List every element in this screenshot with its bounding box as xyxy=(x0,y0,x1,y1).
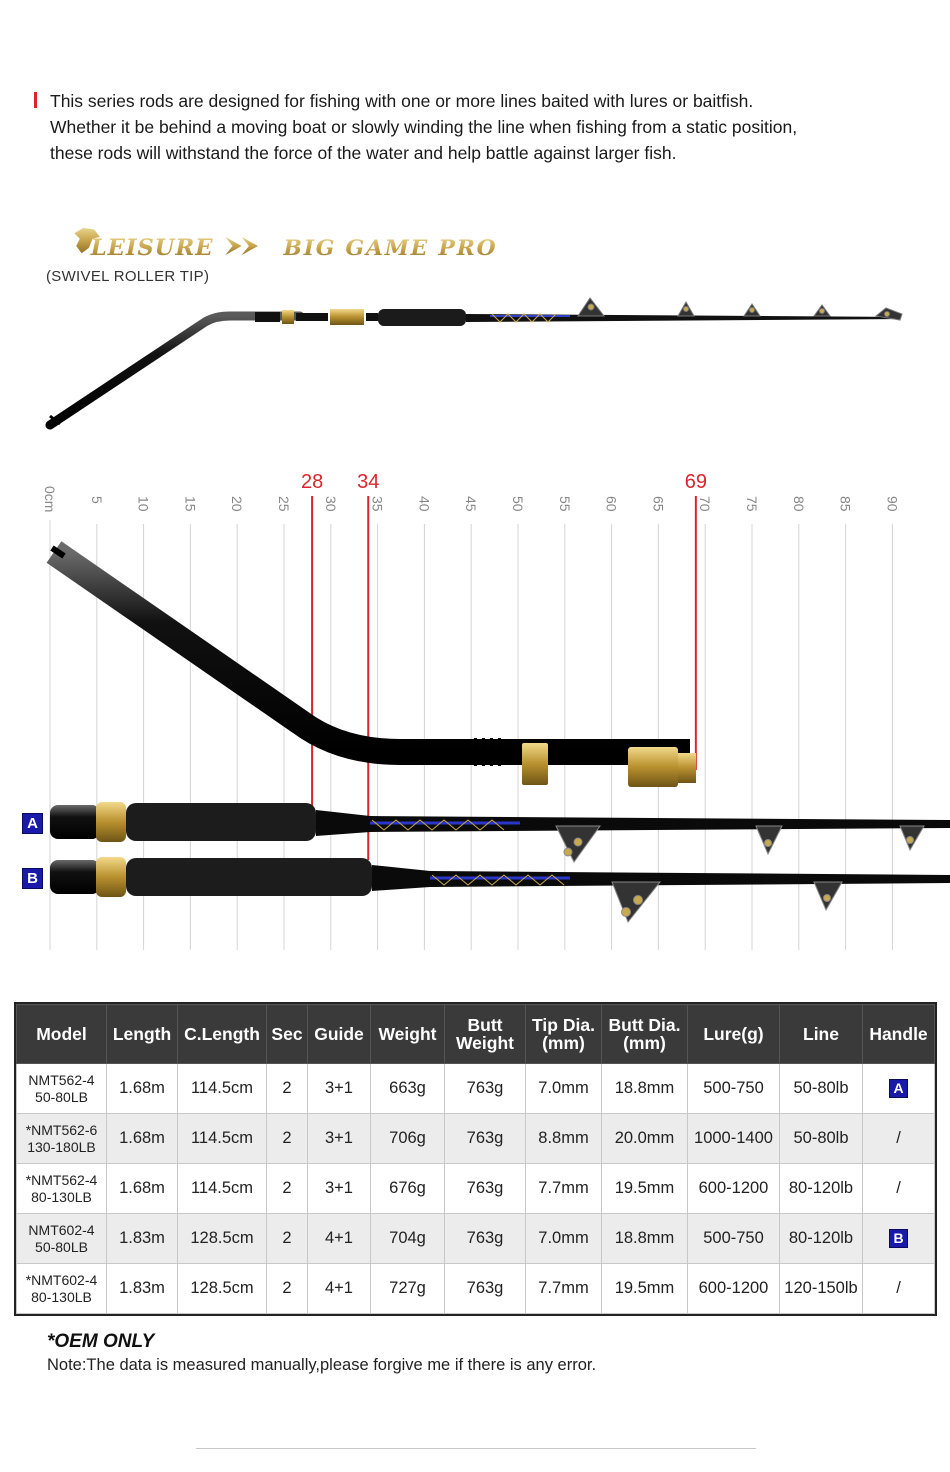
column-header: Handle xyxy=(863,1005,935,1064)
tip-dia-cell: 7.7mm xyxy=(526,1164,602,1214)
ruler-tick-label: 45 xyxy=(463,496,480,512)
model-cell xyxy=(17,1214,107,1264)
clength-cell: 114.5cm xyxy=(178,1064,267,1114)
weight-cell: 676g xyxy=(371,1164,445,1214)
ruler-tick-label: 65 xyxy=(650,496,667,512)
tip-dia-cell: 7.0mm xyxy=(526,1214,602,1264)
marker-label: 69 xyxy=(684,471,707,493)
intro-line: these rods will withstand the force of the water and help battle against larger fish. xyxy=(50,143,677,163)
table-row xyxy=(17,1064,935,1114)
lure-cell: 1000-1400 xyxy=(688,1114,780,1164)
handle-a-badge: A xyxy=(22,813,43,834)
marker-label: 28 xyxy=(300,471,324,493)
length-cell: 1.83m xyxy=(107,1214,178,1264)
rod-tip-subtitle: (SWIVEL ROLLER TIP) xyxy=(46,268,210,285)
brand-logo xyxy=(48,226,588,266)
model-code: *NMT602-4 xyxy=(25,1271,98,1288)
line-cell: 80-120lb xyxy=(780,1214,863,1264)
line-cell: 50-80lb xyxy=(780,1114,863,1164)
handle-cell: / xyxy=(863,1164,935,1214)
lure-cell: 600-1200 xyxy=(688,1164,780,1214)
column-header: Guide xyxy=(308,1005,371,1064)
handle-b-badge: B xyxy=(22,868,43,889)
handle-badge: A xyxy=(889,1079,908,1098)
guide-cell: 3+1 xyxy=(308,1164,371,1214)
model-cell xyxy=(17,1114,107,1164)
weight-cell: 704g xyxy=(371,1214,445,1264)
guide-cell: 4+1 xyxy=(308,1214,371,1264)
clength-cell: 114.5cm xyxy=(178,1164,267,1214)
column-header: Sec xyxy=(267,1005,308,1064)
ruler-tick-label: 75 xyxy=(744,496,760,512)
sec-cell: 2 xyxy=(267,1264,308,1314)
column-header: Weight xyxy=(371,1005,445,1064)
intro-line: This series rods are designed for fishing with one or more lines baited with lures or baitfish. xyxy=(50,91,754,111)
ruler-tick-label: 50 xyxy=(510,496,526,512)
spec-table xyxy=(16,1004,935,1314)
table-row xyxy=(17,1164,935,1214)
butt-weight-cell: 763g xyxy=(445,1264,526,1314)
model-rating: 80-130LB xyxy=(31,1288,92,1305)
oem-note-title: *OEM ONLY xyxy=(47,1331,155,1352)
model-cell xyxy=(17,1164,107,1214)
butt-dia-cell: 19.5mm xyxy=(602,1264,688,1314)
table-row xyxy=(17,1114,935,1164)
handle-a-rod xyxy=(50,802,950,862)
ruler-tick-label: 0cm xyxy=(42,486,58,513)
guide-cell: 3+1 xyxy=(308,1064,371,1114)
model-rating: 50-80LB xyxy=(35,1088,88,1105)
handle-cell: / xyxy=(863,1264,935,1314)
length-cell: 1.68m xyxy=(107,1114,178,1164)
ruler-tick-label: 80 xyxy=(790,496,807,512)
butt-weight-cell: 763g xyxy=(445,1114,526,1164)
column-header: Lure(g) xyxy=(688,1005,780,1064)
line-cell: 120-150lb xyxy=(780,1264,863,1314)
model-code: NMT562-4 xyxy=(28,1071,95,1088)
clength-cell: 128.5cm xyxy=(178,1264,267,1314)
model-rating: 50-80LB xyxy=(35,1238,88,1255)
clength-cell: 114.5cm xyxy=(178,1114,267,1164)
rod-measurement-diagram xyxy=(0,460,950,960)
butt-dia-cell: 19.5mm xyxy=(602,1164,688,1214)
handle-cell xyxy=(863,1064,935,1114)
measurement-markers xyxy=(301,471,707,860)
butt-dia-cell: 18.8mm xyxy=(602,1214,688,1264)
table-row xyxy=(17,1214,935,1264)
footer-divider xyxy=(196,1448,756,1449)
butt-dia-cell: 18.8mm xyxy=(602,1064,688,1114)
butt-weight-cell: 763g xyxy=(445,1214,526,1264)
double-chevron-icon xyxy=(225,237,258,255)
model-code: *NMT562-4 xyxy=(25,1171,98,1188)
ruler-tick-label: 60 xyxy=(603,496,620,512)
ruler-tick-label: 5 xyxy=(88,496,105,504)
tip-dia-cell: 8.8mm xyxy=(526,1114,602,1164)
clength-cell: 128.5cm xyxy=(178,1214,267,1264)
ruler-tick-labels xyxy=(42,486,900,512)
ruler-tick-label: 25 xyxy=(276,496,292,512)
weight-cell: 727g xyxy=(371,1264,445,1314)
length-cell: 1.83m xyxy=(107,1264,178,1314)
guide-cell: 4+1 xyxy=(308,1264,371,1314)
table-header-row xyxy=(17,1005,935,1064)
tip-dia-cell: 7.7mm xyxy=(526,1264,602,1314)
butt-weight-cell: 763g xyxy=(445,1064,526,1114)
model-cell xyxy=(17,1064,107,1114)
lure-cell: 600-1200 xyxy=(688,1264,780,1314)
model-rating: 130-180LB xyxy=(27,1138,96,1155)
ruler-tick-label: 10 xyxy=(135,496,152,512)
lure-cell: 500-750 xyxy=(688,1064,780,1114)
length-cell: 1.68m xyxy=(107,1164,178,1214)
model-rating: 80-130LB xyxy=(31,1188,92,1205)
butt-weight-cell: 763g xyxy=(445,1164,526,1214)
ruler-tick-label: 85 xyxy=(837,496,854,512)
sec-cell: 2 xyxy=(267,1114,308,1164)
handle-cell: / xyxy=(863,1114,935,1164)
handle-cell xyxy=(863,1214,935,1264)
intro-text xyxy=(50,88,924,166)
sec-cell: 2 xyxy=(267,1064,308,1114)
ruler-tick-label: 35 xyxy=(369,496,386,512)
line-cell: 50-80lb xyxy=(780,1064,863,1114)
column-header: Butt Weight xyxy=(445,1005,526,1064)
line-cell: 80-120lb xyxy=(780,1164,863,1214)
ruler-tick-label: 90 xyxy=(884,496,901,512)
marker-label: 34 xyxy=(357,471,380,493)
column-header: Tip Dia. (mm) xyxy=(526,1005,602,1064)
butt-dia-cell: 20.0mm xyxy=(602,1114,688,1164)
column-header: Model xyxy=(17,1005,107,1064)
guide-cell: 3+1 xyxy=(308,1114,371,1164)
weight-cell: 663g xyxy=(371,1064,445,1114)
handle-badge: B xyxy=(889,1229,908,1248)
sec-cell: 2 xyxy=(267,1164,308,1214)
handle-b-rod xyxy=(50,857,950,922)
intro-line: Whether it be behind a moving boat or slowly winding the line when fishing from a static position, xyxy=(50,117,798,137)
model-code: *NMT562-6 xyxy=(25,1121,98,1138)
column-header: C.Length xyxy=(178,1005,267,1064)
model-code: NMT602-4 xyxy=(28,1221,95,1238)
column-header: Line xyxy=(780,1005,863,1064)
column-header: Length xyxy=(107,1005,178,1064)
ruler-tick-label: 40 xyxy=(416,496,433,512)
intro-block xyxy=(34,88,924,166)
brand-name: LEISURE xyxy=(90,235,214,262)
model-cell xyxy=(17,1264,107,1314)
rod-full-image xyxy=(0,290,950,440)
ruler-tick-label: 70 xyxy=(697,496,714,512)
ruler-tick-label: 20 xyxy=(229,496,246,512)
intro-accent-bar xyxy=(34,92,37,108)
column-header: Butt Dia. (mm) xyxy=(602,1005,688,1064)
tip-dia-cell: 7.0mm xyxy=(526,1064,602,1114)
ruler-tick-label: 15 xyxy=(182,496,199,512)
length-cell: 1.68m xyxy=(107,1064,178,1114)
weight-cell: 706g xyxy=(371,1114,445,1164)
measurement-note: Note:The data is measured manually,please forgive me if there is any error. xyxy=(47,1356,597,1374)
ruler-tick-label: 30 xyxy=(322,496,339,512)
product-name: BIG GAME PRO xyxy=(283,236,498,262)
sec-cell: 2 xyxy=(267,1214,308,1264)
ruler-tick-label: 55 xyxy=(556,496,573,512)
table-row xyxy=(17,1264,935,1314)
lure-cell: 500-750 xyxy=(688,1214,780,1264)
